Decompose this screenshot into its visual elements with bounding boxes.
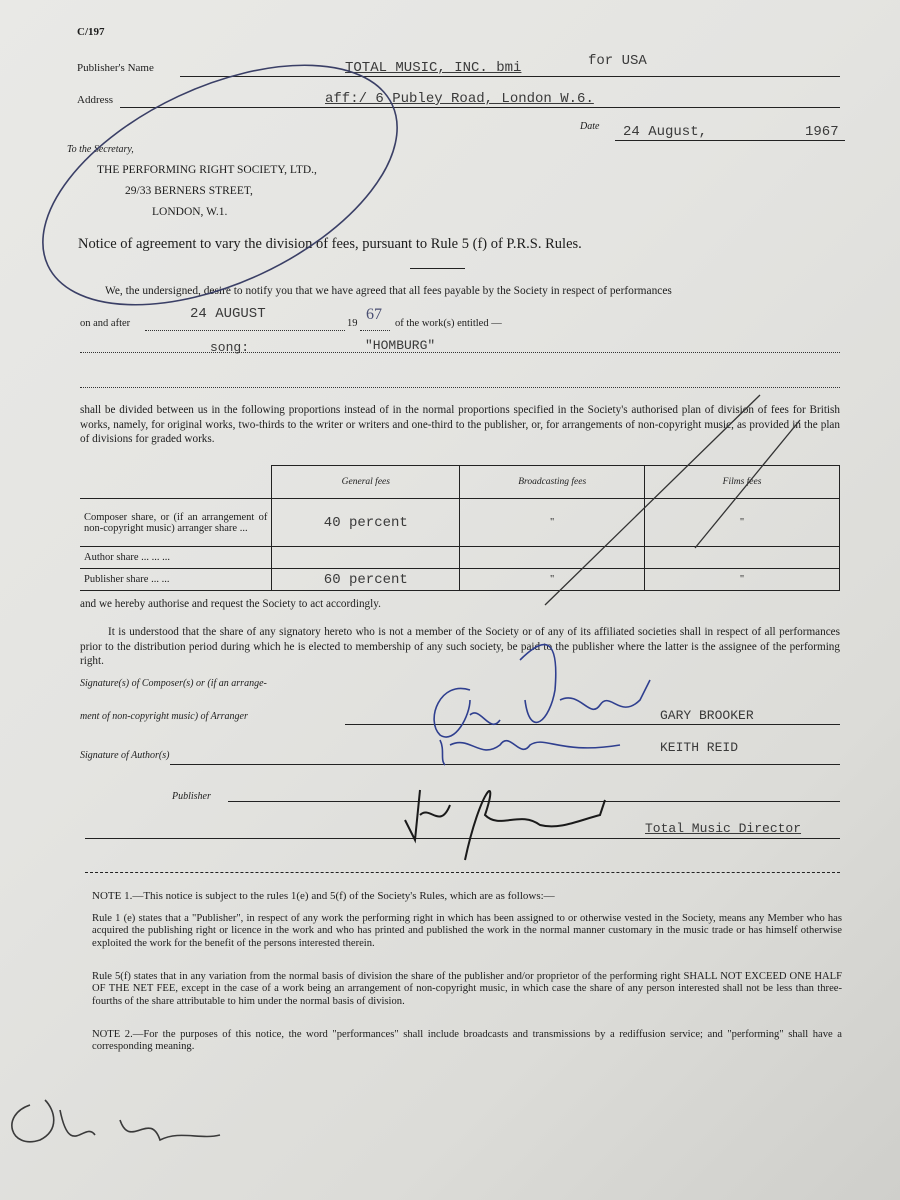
publisher-line — [180, 76, 840, 77]
address-value: aff:/ 6 Publey Road, London W.6. — [325, 91, 594, 107]
date-dotted-line — [145, 330, 345, 331]
table-row — [80, 569, 840, 591]
date-line — [615, 140, 845, 141]
header-films-fees: Films fees — [645, 466, 840, 499]
publisher-signature-line — [228, 801, 840, 802]
year-prefix: 19 — [347, 318, 358, 329]
publisher-label: Publisher's Name — [77, 62, 154, 74]
on-and-after-label: on and after — [80, 318, 131, 329]
authorise-text: and we hereby authorise and request the Society to act accordingly. — [80, 598, 381, 610]
recipient-line: THE PERFORMING RIGHT SOCIETY, LTD., — [97, 164, 317, 176]
year-value: 67 — [366, 306, 382, 323]
composer-signature-label: Signature(s) of Composer(s) or (if an arrange- — [80, 678, 267, 689]
divider — [85, 872, 840, 873]
divider — [410, 268, 465, 269]
date-label: Date — [580, 121, 600, 132]
author-signature-line — [170, 764, 840, 765]
author-name: KEITH REID — [660, 740, 739, 755]
form-code: C/197 — [77, 26, 105, 38]
cell-general: 40 percent — [272, 499, 460, 547]
publisher-title-line — [85, 838, 840, 839]
author-signature-label: Signature of Author(s) — [80, 750, 170, 761]
division-text: shall be divided between us in the following proportions instead of in the normal proportions specified in the Society's authorised plan of division of fees for British works, namely, for original works, two-thirds to the writer or writers and one-third to the publisher, or, for arrangements of non-copyright music, as provided in the plan of divisions for graded works. — [80, 404, 840, 445]
cell-general: 60 percent — [272, 569, 460, 591]
keith-reid-signature — [440, 740, 620, 765]
note-1: NOTE 1.—This notice is subject to the rules 1(e) and 5(f) of the Society's Rules, which are as follows:— — [92, 890, 555, 902]
cell-broadcasting — [460, 547, 645, 569]
table-row — [80, 547, 840, 569]
intro-text: We, the undersigned, desire to notify you that we have agreed that all fees payable by the Society in respect of performances — [105, 285, 672, 297]
bottom-signature — [12, 1100, 220, 1142]
composer-signature-line — [345, 724, 840, 725]
date-year: 1967 — [805, 124, 839, 140]
salutation: To the Secretary, — [67, 144, 134, 155]
date-value: 24 August, — [623, 124, 708, 140]
fees-table — [80, 465, 840, 591]
note-2: NOTE 2.—For the purposes of this notice, the word "performances" shall include broadcasts and transmissions by a rediffusion service; and "performing" shall have a corresponding meaning. — [92, 1029, 842, 1053]
header-broadcasting-fees: Broadcasting fees — [460, 466, 645, 499]
cell-films — [645, 547, 840, 569]
work-line — [80, 352, 840, 353]
composer-name: GARY BROOKER — [660, 708, 754, 723]
work-line-blank — [80, 387, 840, 388]
rule-1e: Rule 1 (e) states that a "Publisher", in respect of any work the performing right in which has been assigned to or otherwise vested in the Society, means any Member who has acquired the publishing right or licence in the work and who has printed and published the work in the normal manner customary in the music trade or has himself otherwise exploited the work for the benefit of the persons interested therein. — [92, 913, 842, 949]
recipient-line: LONDON, W.1. — [152, 206, 228, 218]
rule-5f: Rule 5(f) states that in any variation from the normal basis of division the share of the publisher and/or proprietor of the performing right SHALL NOT EXCEED ONE HALF OF THE NET FEE, except in the case of a work being an arrangement of non-copyright music, in which case the share of any person interested shall not be less than three-fourths of the share attributable to him under the normal basis of division. — [92, 971, 842, 1007]
row-label: Publisher share ... ... — [80, 569, 272, 591]
cell-general — [272, 547, 460, 569]
recipient-line: 29/33 BERNERS STREET, — [125, 185, 253, 197]
year-dotted-line — [360, 330, 390, 331]
publisher-title: Total Music Director — [645, 821, 802, 836]
row-label: Composer share, or (if an arrangement of non-copyright music) arranger share ... — [80, 499, 272, 547]
work-type: song: — [210, 340, 250, 355]
cell-broadcasting: " — [460, 499, 645, 547]
row-label: Author share ... ... ... — [80, 547, 272, 569]
work-title: "HOMBURG" — [365, 338, 436, 353]
understood-text: It is understood that the share of any signatory hereto who is not a member of the Society or of any of its affiliated societies shall in respect of all performances prior to the distribution period during which he is elected to membership of any such society, be paid to the publisher where the latter is the assignee of the performing right. — [80, 626, 840, 667]
on-and-after-value: 24 AUGUST — [190, 306, 266, 322]
publisher-note: for USA — [588, 53, 647, 69]
composer-signature-label-2: ment of non-copyright music) of Arranger — [80, 711, 248, 722]
address-label: Address — [77, 94, 114, 106]
table-row — [80, 499, 840, 547]
cell-films: " — [645, 569, 840, 591]
publisher-value: TOTAL MUSIC, INC. bmi — [345, 60, 522, 76]
address-line — [120, 107, 840, 108]
notice-title: Notice of agreement to vary the division of fees, pursuant to Rule 5 (f) of P.R.S. Rules. — [78, 236, 582, 252]
publisher-signature-label: Publisher — [172, 791, 211, 802]
cell-films: " — [645, 499, 840, 547]
works-label: of the work(s) entitled — — [395, 318, 502, 329]
cell-broadcasting: " — [460, 569, 645, 591]
table-header-row — [80, 466, 840, 499]
header-general-fees: General fees — [272, 466, 460, 499]
